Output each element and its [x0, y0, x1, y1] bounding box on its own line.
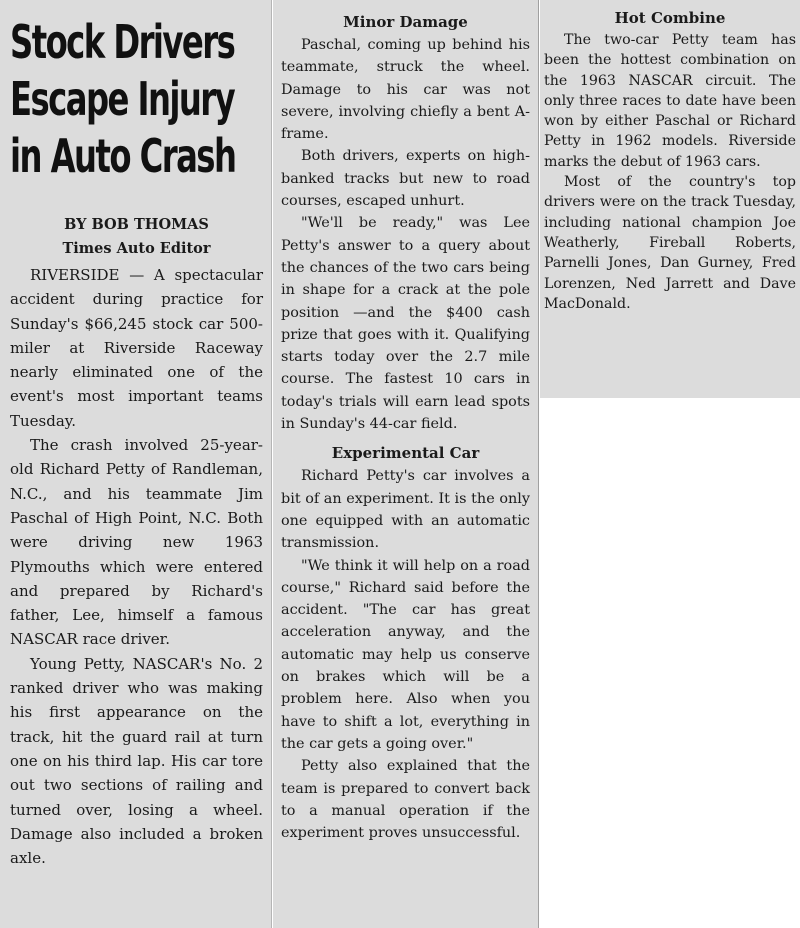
experimental-car-body: [281, 465, 530, 844]
paragraph: "We think it will help on a road course," Richard said before the accident. "The car has great acceleration anyway, and the automatic may help us conserve on brakes which will be a problem here. Also when you have to shift a lot, everything in the car gets a going over.": [281, 557, 530, 752]
column-2-content: [281, 0, 530, 844]
headline-line-2: Escape Injury: [10, 72, 235, 126]
column-1-content: [10, 0, 263, 870]
byline: [10, 213, 263, 261]
article-column-3: [540, 0, 800, 398]
column-1-body: [10, 263, 263, 870]
paragraph: Both drivers, experts on high-banked tracks but new to road courses, escaped unhurt.: [281, 148, 530, 210]
headline: [10, 14, 267, 185]
headline-line-3: in Auto Crash: [10, 129, 236, 183]
column-3-content: [544, 0, 796, 314]
subhead-hot-combine: Hot Combine: [614, 9, 726, 27]
minor-damage-body: [281, 34, 530, 435]
paragraph: Young Petty, NASCAR's No. 2 ranked driver who was making his first appearance on the track, hit the guard rail at turn one on his third lap. His car tore out two sections of railing and turned over, losing a wheel. Damage also included a broken axle.: [10, 654, 263, 868]
article-column-1: [0, 0, 272, 928]
subhead-minor-damage: Minor Damage: [343, 13, 468, 31]
paragraph: Paschal, coming up behind his teammate, struck the wheel. Damage to his car was not severe, involving chiefly a bent A-frame.: [281, 37, 530, 143]
paragraph: Petty also explained that the team is prepared to convert back to a manual operation if the experiment proves unsuccessful.: [281, 758, 530, 842]
headline-line-1: Stock Drivers: [10, 15, 235, 69]
paragraph: Most of the country's top drivers were on the track Tuesday, including national champion Joe Weatherly, Fireball Roberts, Parnelli Jones, Dan Gurney, Fred Lorenzen, Ned Jarrett and Dave MacDonald.: [544, 174, 796, 312]
paragraph: The crash involved 25-year-old Richard Petty of Randleman, N.C., and his teammate Jim Paschal of High Point, N.C. Both were driving new 1963 Plymouths which were entered and prepared by Richard's father, Lee, himself a famous NASCAR race driver.: [10, 436, 263, 649]
hot-combine-body: [544, 30, 796, 314]
paragraph: The two-car Petty team has been the hottest combination on the 1963 NASCAR circuit. The only three races to date have been won by either Paschal or Richard Petty in 1962 models. Riverside marks the debut of 1963 cars.: [544, 32, 796, 170]
paragraph: RIVERSIDE — A spectacular accident during practice for Sunday's $66,245 stock car 500-miler at Riverside Raceway nearly eliminated one of the event's most important teams Tuesday.: [10, 266, 263, 430]
paragraph: Richard Petty's car involves a bit of an experiment. It is the only one equipped with an automatic transmission.: [281, 468, 530, 552]
subhead-experimental-car: Experimental Car: [331, 444, 480, 463]
paragraph: "We'll be ready," was Lee Petty's answer to a query about the chances of the two cars being in shape for a crack at the pole position —and the $400 cash prize that goes with it. Qualifying starts today over the 2.7 mile course. The fastest 10 cars in today's trials will earn lead spots in Sunday's 44-car field.: [281, 215, 530, 433]
byline-title: Times Auto Editor: [62, 240, 211, 257]
byline-author: BY BOB THOMAS: [64, 216, 209, 233]
article-column-2: [273, 0, 539, 928]
